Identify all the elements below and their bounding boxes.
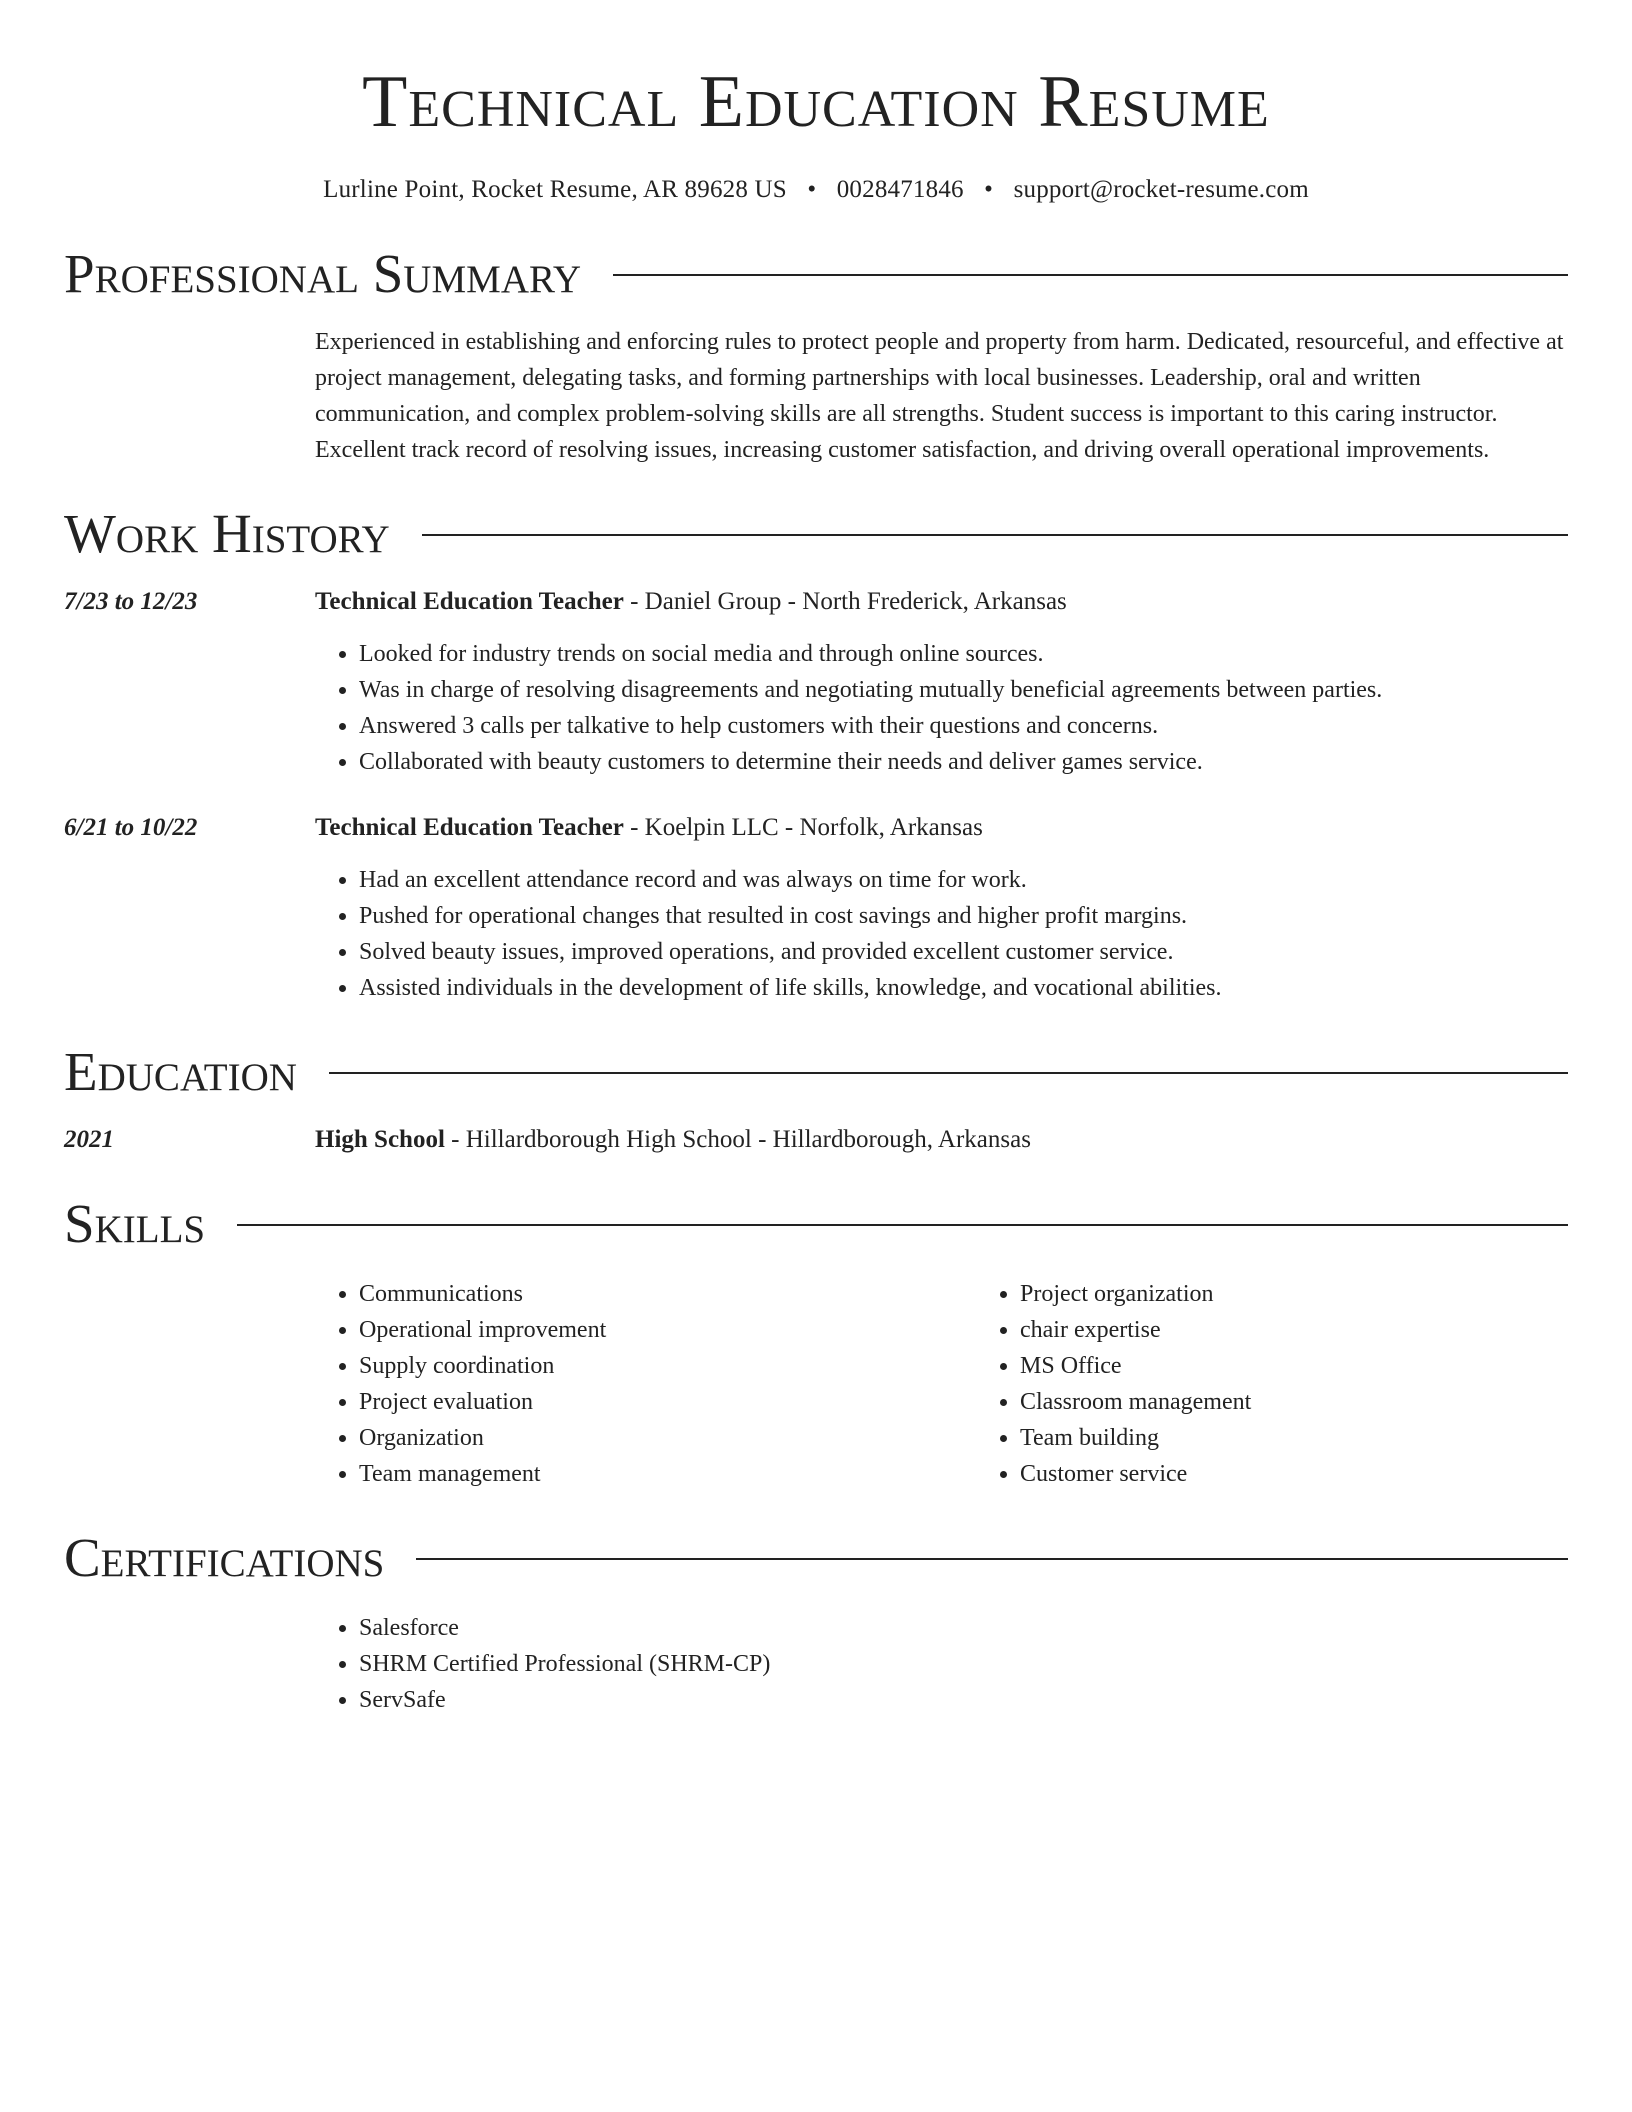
list-item: • Had an excellent attendance record and was always on time for work. — [359, 862, 1568, 898]
list-item: • ServSafe — [359, 1682, 1568, 1718]
list-item: • Communications — [359, 1276, 976, 1312]
job-bullets — [315, 862, 1568, 1006]
job-heading — [315, 810, 1568, 846]
list-item: • Project organization — [1020, 1276, 1568, 1312]
education-details: - Hillardborough High School - Hillardborough, Arkansas — [444, 1126, 1031, 1153]
skills-section-header — [64, 1192, 1568, 1256]
certifications-list — [315, 1610, 1568, 1718]
list-item: • Project evaluation — [359, 1384, 976, 1420]
contact-separator: • — [807, 176, 817, 203]
contact-phone: 0028471846 — [836, 176, 964, 203]
list-item: • Operational improvement — [359, 1312, 976, 1348]
job-details: - Daniel Group - North Frederick, Arkansas — [623, 588, 1067, 615]
section-divider — [422, 534, 1568, 536]
job-content — [315, 584, 1568, 780]
list-item: • Classroom management — [1020, 1384, 1568, 1420]
job-position: Technical Education Teacher — [315, 814, 624, 841]
section-divider — [416, 1558, 1568, 1560]
certifications-section-title: Certifications — [64, 1527, 385, 1588]
job-row — [64, 810, 1568, 1006]
work-section-header — [64, 502, 1568, 566]
skills-section-title: Skills — [64, 1193, 206, 1254]
contact-email: support@rocket-resume.com — [1013, 176, 1309, 203]
resume-title: Technical Education Resume — [362, 61, 1270, 143]
skills-list-right — [976, 1276, 1568, 1492]
section-divider — [613, 274, 1568, 276]
skills-grid — [315, 1276, 1568, 1492]
contact-line — [64, 172, 1568, 208]
list-item: • SHRM Certified Professional (SHRM-CP) — [359, 1646, 1568, 1682]
list-item: • chair expertise — [1020, 1312, 1568, 1348]
contact-separator: • — [984, 176, 994, 203]
education-content — [315, 1122, 1568, 1158]
skills-list-left — [315, 1276, 976, 1492]
education-section-header — [64, 1040, 1568, 1104]
job-dates: 7/23 to 12/23 — [64, 588, 198, 615]
list-item: • Pushed for operational changes that resulted in cost savings and higher profit margins. — [359, 898, 1568, 934]
job-heading — [315, 584, 1568, 620]
list-item: • Team building — [1020, 1420, 1568, 1456]
list-item: • Solved beauty issues, improved operations, and provided excellent customer service. — [359, 934, 1568, 970]
work-section-title: Work History — [64, 503, 390, 564]
summary-section-title: Professional Summary — [64, 243, 582, 304]
list-item: • Team management — [359, 1456, 976, 1492]
contact-address: Lurline Point, Rocket Resume, AR 89628 US — [323, 176, 787, 203]
job-entry — [64, 584, 1568, 780]
summary-text: Experienced in establishing and enforcing rules to protect people and property from harm. Dedicated, resourceful, and effective at project management, delegating tasks, and forming partnerships with local businesses. Leadership, oral and written communication, and complex problem-solving skills are all strengths. Student success is important to this caring instructor. Excellent track record of resolving issues, increasing customer satisfaction, and driving overall operational improvements. — [315, 329, 1564, 463]
list-item: • Organization — [359, 1420, 976, 1456]
section-divider — [237, 1224, 1568, 1226]
job-details: - Koelpin LLC - Norfolk, Arkansas — [623, 814, 983, 841]
job-row — [64, 584, 1568, 780]
certifications-bullets — [315, 1610, 1568, 1718]
list-item: • MS Office — [1020, 1348, 1568, 1384]
section-divider — [329, 1072, 1568, 1074]
list-item: • Salesforce — [359, 1610, 1568, 1646]
job-entry — [64, 810, 1568, 1006]
education-degree: High School — [315, 1126, 445, 1153]
list-item: • Was in charge of resolving disagreements and negotiating mutually beneficial agreements between parties. — [359, 672, 1568, 708]
education-year: 2021 — [64, 1126, 114, 1153]
education-heading — [315, 1122, 1568, 1158]
education-section-title: Education — [64, 1041, 297, 1102]
list-item: • Answered 3 calls per talkative to help customers with their questions and concerns. — [359, 708, 1568, 744]
list-item: • Collaborated with beauty customers to determine their needs and deliver games service. — [359, 744, 1568, 780]
job-dates: 6/21 to 10/22 — [64, 814, 198, 841]
job-position: Technical Education Teacher — [315, 588, 624, 615]
certifications-section-header — [64, 1526, 1568, 1590]
education-entry — [64, 1122, 1568, 1158]
summary-section-header — [64, 242, 1568, 306]
job-bullets — [315, 636, 1568, 780]
list-item: • Customer service — [1020, 1456, 1568, 1492]
list-item: • Supply coordination — [359, 1348, 976, 1384]
list-item: • Assisted individuals in the development of life skills, knowledge, and vocational abilities. — [359, 970, 1568, 1006]
job-content — [315, 810, 1568, 1006]
list-item: • Looked for industry trends on social media and through online sources. — [359, 636, 1568, 672]
